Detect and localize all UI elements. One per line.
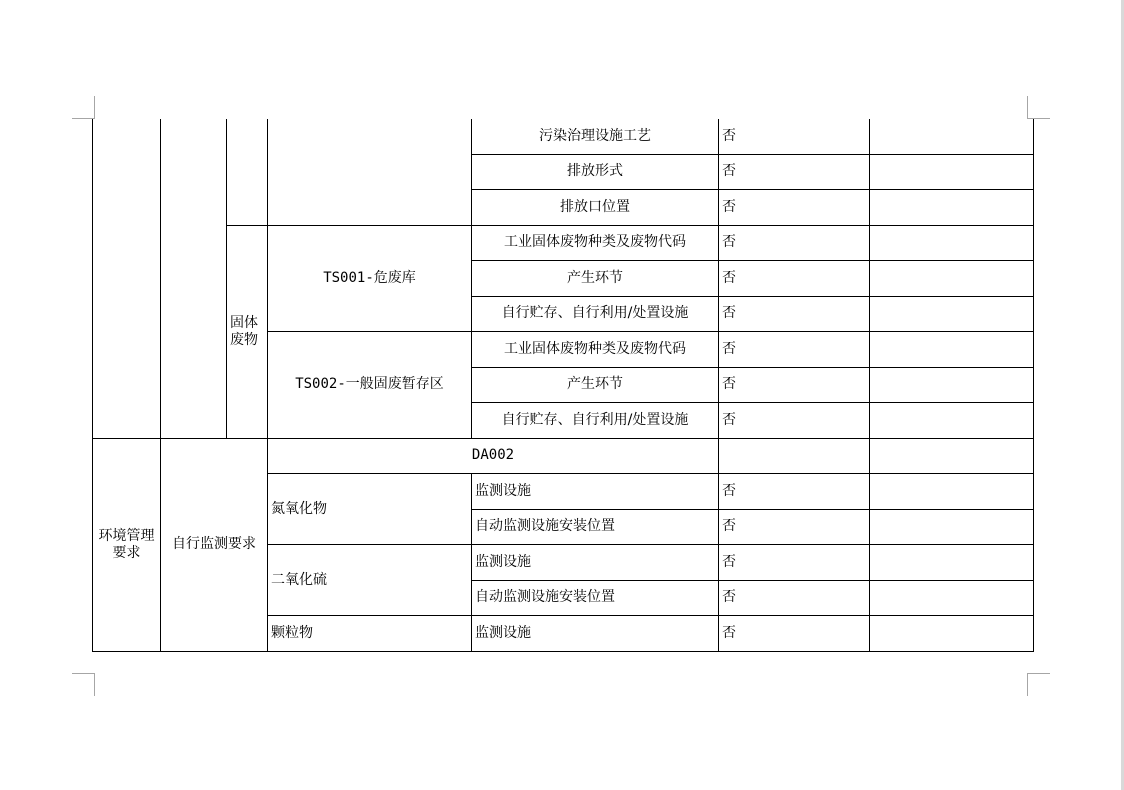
item-cell: 污染治理设施工艺: [472, 119, 719, 154]
crop-mark-top-right: [1027, 96, 1050, 119]
crop-mark-bottom-right: [1027, 673, 1050, 696]
value-cell: 否: [719, 509, 870, 545]
remark-cell: [870, 119, 1034, 154]
crop-mark-bottom-left: [72, 673, 95, 696]
value-cell: 否: [719, 261, 870, 297]
remark-cell: [870, 545, 1034, 581]
remark-cell: [870, 225, 1034, 261]
table-row: [93, 119, 1034, 154]
remark-cell: [870, 190, 1034, 226]
value-cell: [719, 438, 870, 474]
self-monitor-label: 自行监测要求: [161, 438, 268, 651]
table-row: [93, 438, 1034, 474]
solid-waste-label: 固体废物: [227, 225, 268, 438]
item-cell: 自行贮存、自行利用/处置设施: [472, 403, 719, 439]
facility-ts001: TS001-危废库: [268, 225, 472, 332]
value-cell: 否: [719, 296, 870, 332]
item-cell: 自行贮存、自行利用/处置设施: [472, 296, 719, 332]
remark-cell: [870, 474, 1034, 510]
col-type-cell: [227, 119, 268, 225]
col-subcategory-cell: [161, 119, 227, 438]
remark-cell: [870, 261, 1034, 297]
remark-cell: [870, 332, 1034, 368]
item-cell: 监测设施: [472, 616, 719, 652]
table-row: [93, 225, 1034, 261]
item-cell: 监测设施: [472, 474, 719, 510]
item-cell: 产生环节: [472, 261, 719, 297]
remark-cell: [870, 438, 1034, 474]
remark-cell: [870, 403, 1034, 439]
pollutant-cell: 颗粒物: [268, 616, 472, 652]
item-cell: 排放口位置: [472, 190, 719, 226]
item-cell: 监测设施: [472, 545, 719, 581]
value-cell: 否: [719, 616, 870, 652]
facility-ts002: TS002-一般固废暂存区: [268, 332, 472, 439]
value-cell: 否: [719, 190, 870, 226]
permit-table: [92, 119, 1034, 652]
item-cell: 自动监测设施安装位置: [472, 509, 719, 545]
value-cell: 否: [719, 403, 870, 439]
remark-cell: [870, 580, 1034, 616]
remark-cell: [870, 367, 1034, 403]
value-cell: 否: [719, 367, 870, 403]
item-cell: 产生环节: [472, 367, 719, 403]
col-facility-cell: [268, 119, 472, 225]
value-cell: 否: [719, 332, 870, 368]
pollutant-cell: 二氧化硫: [268, 545, 472, 616]
value-cell: 否: [719, 119, 870, 154]
pollutant-cell: 氮氧化物: [268, 474, 472, 545]
outlet-code: DA002: [268, 438, 719, 474]
value-cell: 否: [719, 580, 870, 616]
value-cell: 否: [719, 154, 870, 190]
value-cell: 否: [719, 545, 870, 581]
remark-cell: [870, 616, 1034, 652]
remark-cell: [870, 296, 1034, 332]
item-cell: 自动监测设施安装位置: [472, 580, 719, 616]
env-mgmt-label: 环境管理要求: [93, 438, 161, 651]
value-cell: 否: [719, 474, 870, 510]
col-category-cell: [93, 119, 161, 438]
item-cell: 排放形式: [472, 154, 719, 190]
value-cell: 否: [719, 225, 870, 261]
item-cell: 工业固体废物种类及废物代码: [472, 225, 719, 261]
item-cell: 工业固体废物种类及废物代码: [472, 332, 719, 368]
remark-cell: [870, 154, 1034, 190]
crop-mark-top-left: [72, 96, 95, 119]
remark-cell: [870, 509, 1034, 545]
